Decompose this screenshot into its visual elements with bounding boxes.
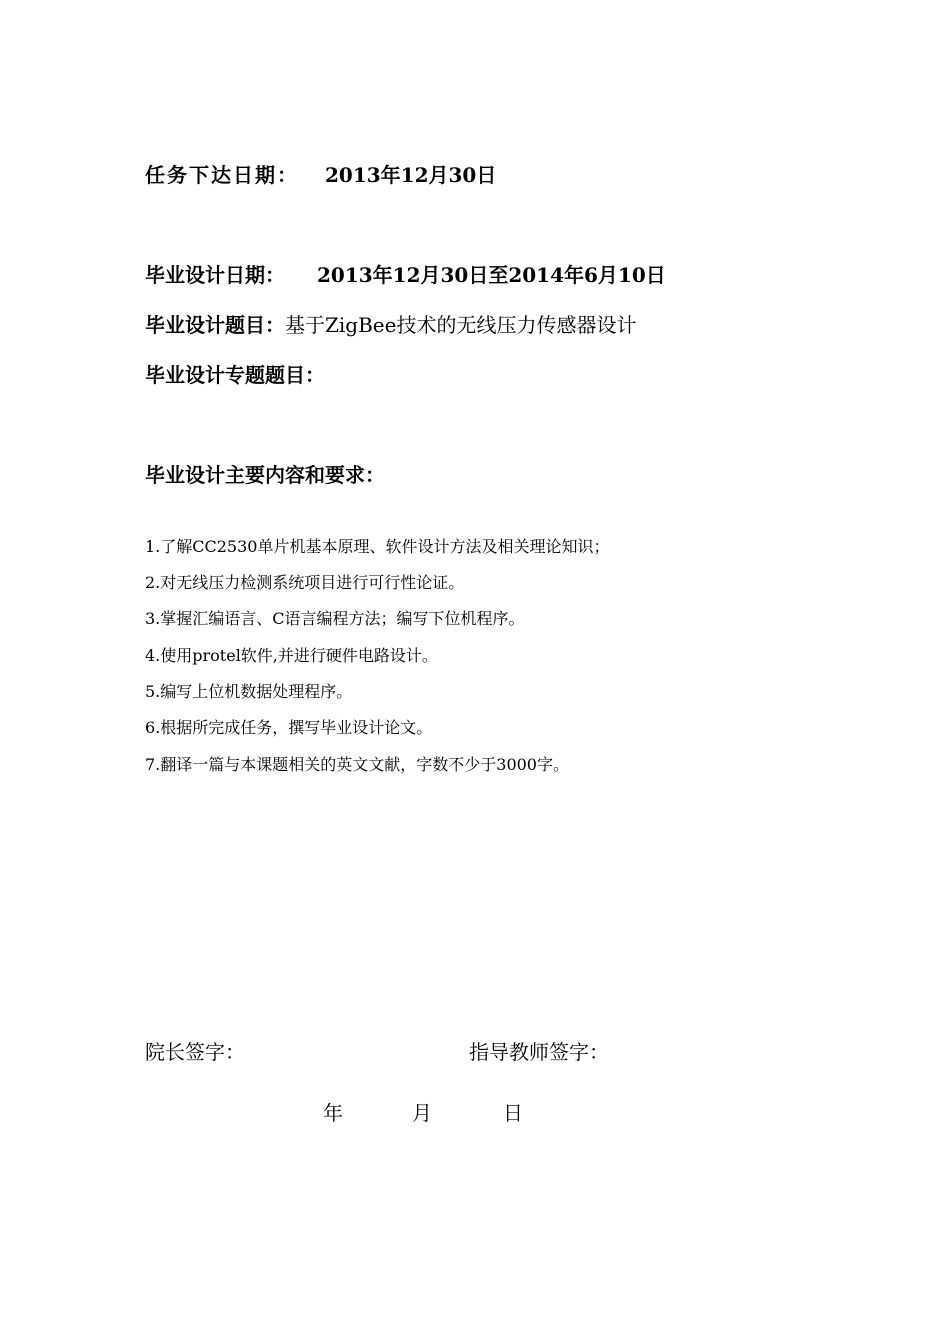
task-date-label: 任务下达日期：: [145, 163, 299, 187]
dean-signature-label: 院长签字：: [145, 1040, 245, 1064]
graduation-date-label: 毕业设计日期：: [145, 263, 285, 287]
design-title-row: [145, 315, 636, 335]
design-title-label: 毕业设计题目：: [145, 313, 285, 337]
signature-date-day: 日: [503, 1101, 523, 1125]
requirement-item: 1.了解CC2530单片机基本原理、软件设计方法及相关理论知识；: [145, 537, 610, 556]
advisor-signature-label: 指导教师签字：: [469, 1040, 609, 1064]
task-date-row: [145, 165, 496, 185]
requirement-item: 3.掌握汇编语言、C语言编程方法；编写下位机程序。: [145, 609, 525, 628]
signature-date-year: 年: [323, 1101, 343, 1125]
graduation-date-value: 2013年12月30日至2014年6月10日: [317, 263, 666, 287]
requirement-item: 2.对无线压力检测系统项目进行可行性论证。: [145, 573, 465, 592]
design-title-value: 基于ZigBee技术的无线压力传感器设计: [285, 313, 637, 337]
requirement-item: 5.编写上位机数据处理程序。: [145, 682, 353, 701]
task-date-value: 2013年12月30日: [325, 163, 497, 187]
requirement-item: 4.使用protel软件,并进行硬件电路设计。: [145, 646, 438, 665]
special-title-label: 毕业设计专题题目：: [145, 363, 325, 387]
graduation-date-row: [145, 265, 666, 285]
requirement-item: 7.翻译一篇与本课题相关的英文文献，字数不少于3000字。: [145, 755, 569, 774]
signature-date-month: 月: [412, 1101, 432, 1125]
main-content-heading: 毕业设计主要内容和要求：: [145, 463, 385, 487]
requirement-item: 6.根据所完成任务，撰写毕业设计论文。: [145, 718, 433, 737]
special-title-row: [145, 365, 325, 385]
